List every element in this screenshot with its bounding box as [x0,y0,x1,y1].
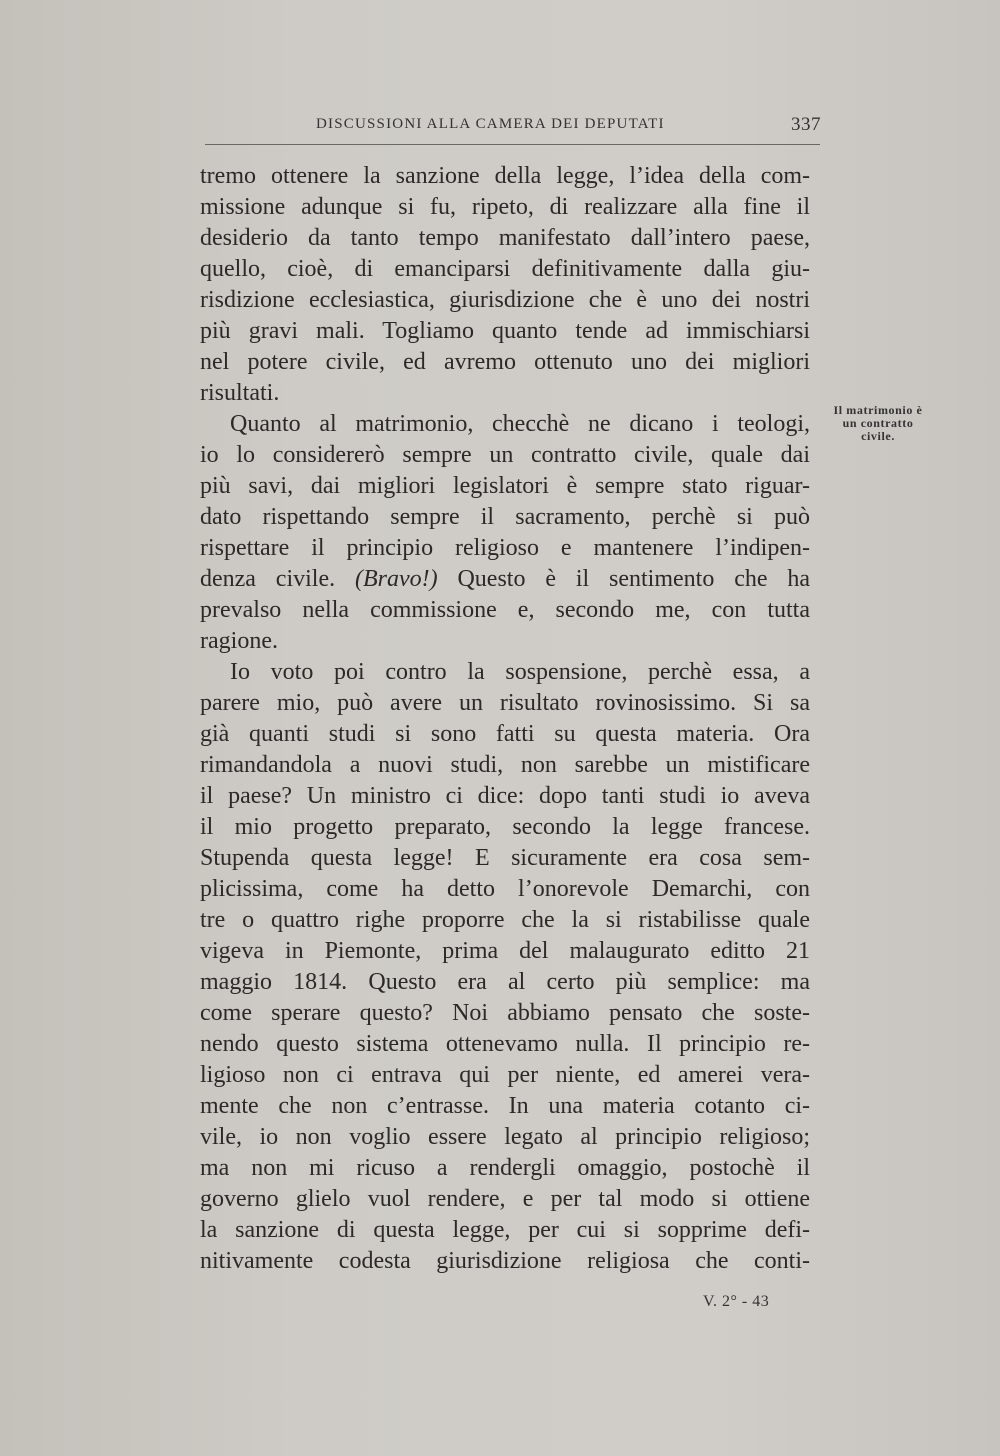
text-line: la sanzione di questa legge, per cui si sopprime defi- [200,1217,810,1243]
printer-signature: V. 2° - 43 [703,1293,770,1310]
text-line: Stupenda questa legge! E sicuramente era cosa sem- [200,845,810,871]
text-line: nendo questo sistema ottenevamo nulla. Il principio re- [200,1031,810,1057]
text-line: governo glielo vuol rendere, e per tal modo si ottiene [200,1186,810,1212]
text-segment: Questo è il sentimento che ha [437,566,810,592]
text-line: prevalso nella commissione e, secondo me, con tutta [200,597,810,623]
text-line: risultati. [200,380,280,406]
text-line: vile, io non voglio essere legato al principio religioso; [200,1124,810,1150]
text-line: già quanti studi si sono fatti su questa materia. Ora [200,721,810,747]
text-line: ligioso non ci entrava qui per niente, ed amerei vera- [200,1062,810,1088]
text-line: rimandandola a nuovi studi, non sarebbe un mistificare [200,752,810,778]
header-rule [205,144,820,145]
marginal-note [822,404,934,443]
text-line: missione adunque si fu, ripeto, di realizzare alla fine il [200,194,810,220]
text-line: il paese? Un ministro ci dice: dopo tanti studi io aveva [200,783,810,809]
body-text [200,161,810,1277]
text-line: dato rispettando sempre il sacramento, perchè si può [200,504,810,530]
text-line: Quanto al matrimonio, checchè ne dicano i teologi, [230,411,810,437]
text-line: più savi, dai migliori legislatori è sempre stato riguar- [200,473,810,499]
running-header [316,116,821,138]
text-line: come sperare questo? Noi abbiamo pensato che soste- [200,1000,810,1026]
text-line: quello, cioè, di emanciparsi definitivamente dalla giu- [200,256,810,282]
text-line: parere mio, può avere un risultato rovinosissimo. Si sa [200,690,810,716]
text-line: rispettare il principio religioso e mantenere l’indipen- [200,535,810,561]
text-line: mente che non c’entrasse. In una materia cotanto ci- [200,1093,810,1119]
text-line: il mio progetto preparato, secondo la legge francese. [200,814,810,840]
marginal-note-line: Il matrimonio è [833,403,923,417]
running-title: DISCUSSIONI ALLA CAMERA DEI DEPUTATI [316,116,665,132]
text-line: nel potere civile, ed avremo ottenuto uno dei migliori [200,349,810,375]
marginal-note-line: un contratto [842,416,914,430]
text-line: plicissima, come ha detto l’onorevole Demarchi, con [200,876,810,902]
text-line: ma non mi ricuso a rendergli omaggio, postochè il [200,1155,810,1181]
marginal-note-line: civile. [861,429,895,443]
text-line: nitivamente codesta giurisdizione religiosa che conti- [200,1248,810,1274]
text-line: tremo ottenere la sanzione della legge, l’idea della com- [200,163,810,189]
text-line: desiderio da tanto tempo manifestato dall’intero paese, [200,225,810,251]
bravo-interjection: (Bravo!) [354,566,438,592]
text-segment: denza civile. [200,566,336,592]
text-line: io lo considererò sempre un contratto civile, quale dai [200,442,810,468]
text-line: più gravi mali. Togliamo quanto tende ad immischiarsi [200,318,810,344]
text-line-bravo [200,564,810,595]
text-line: risdizione ecclesiastica, giurisdizione che è uno dei nostri [200,287,810,313]
page-number: 337 [791,114,821,135]
text-line: maggio 1814. Questo era al certo più semplice: ma [200,969,810,995]
text-line: tre o quattro righe proporre che la si ristabilisse quale [200,907,810,933]
text-line: Io voto poi contro la sospensione, perchè essa, a [230,659,810,685]
text-line: vigeva in Piemonte, prima del malaugurato editto 21 [200,938,810,964]
text-line: ragione. [200,628,278,654]
